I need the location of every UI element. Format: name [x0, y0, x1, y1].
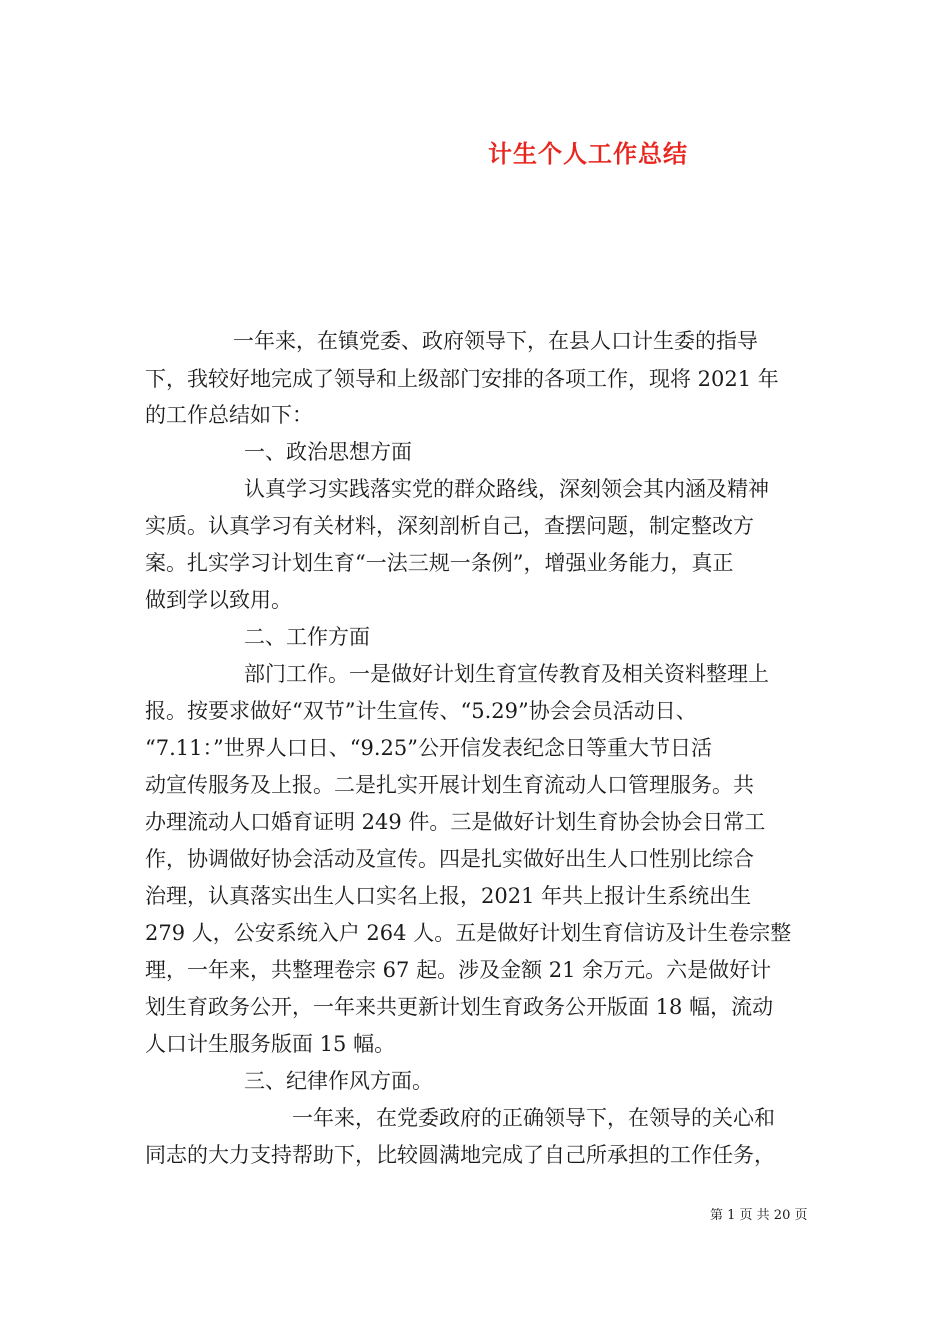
paragraph-line: 动宣传服务及上报。二是扎实开展计划生育流动人口管理服务。共 [145, 773, 754, 797]
paragraph-line: 作，协调做好协会活动及宣传。四是扎实做好出生人口性别比综合 [145, 847, 754, 871]
paragraph-line: 部门工作。一是做好计划生育宣传教育及相关资料整理上 [244, 662, 769, 686]
paragraph-line: 理，一年来，共整理卷宗 67 起。涉及金额 21 余万元。六是做好计 [145, 958, 772, 982]
section-heading: 二、工作方面 [244, 625, 370, 649]
paragraph-line: “7.11：”世界人口日、“9.25”公开信发表纪念日等重大节日活 [145, 736, 712, 760]
paragraph-line: 一年来，在党委政府的正确领导下，在领导的关心和 [292, 1106, 775, 1130]
section-heading: 三、纪律作风方面。 [244, 1069, 433, 1093]
section-heading: 一、政治思想方面 [244, 440, 412, 464]
paragraph-line: 下，我较好地完成了领导和上级部门安排的各项工作，现将 2021 年 [145, 367, 779, 391]
paragraph-line: 人口计生服务版面 15 幅。 [145, 1032, 396, 1056]
paragraph-line: 办理流动人口婚育证明 249 件。三是做好计划生育协会协会日常工 [145, 810, 766, 834]
paragraph-line: 的工作总结如下： [145, 403, 313, 427]
paragraph-line: 279 人，公安系统入户 264 人。五是做好计划生育信访及计生卷宗整 [145, 921, 792, 945]
paragraph-line: 做到学以致用。 [145, 588, 292, 612]
paragraph-line: 治理，认真落实出生人口实名上报，2021 年共上报计生系统出生 [145, 884, 752, 908]
page-number-footer: 第 1 页 共 20 页 [710, 1208, 808, 1223]
paragraph-line: 实质。认真学习有关材料，深刻剖析自己，查摆问题，制定整改方 [145, 514, 754, 538]
paragraph-line: 认真学习实践落实党的群众路线，深刻领会其内涵及精神 [244, 477, 769, 501]
paragraph-line: 报。按要求做好“双节”计生宣传、“5.29”协会会员活动日、 [145, 699, 697, 723]
document-title: 计生个人工作总结 [488, 139, 688, 168]
paragraph-line: 一年来，在镇党委、政府领导下，在县人口计生委的指导 [233, 329, 758, 353]
paragraph-line: 案。扎实学习计划生育“一法三规一条例”，增强业务能力，真正 [145, 551, 734, 575]
paragraph-line: 划生育政务公开，一年来共更新计划生育政务公开版面 18 幅，流动 [145, 995, 774, 1019]
paragraph-line: 同志的大力支持帮助下，比较圆满地完成了自己所承担的工作任务， [145, 1143, 775, 1167]
